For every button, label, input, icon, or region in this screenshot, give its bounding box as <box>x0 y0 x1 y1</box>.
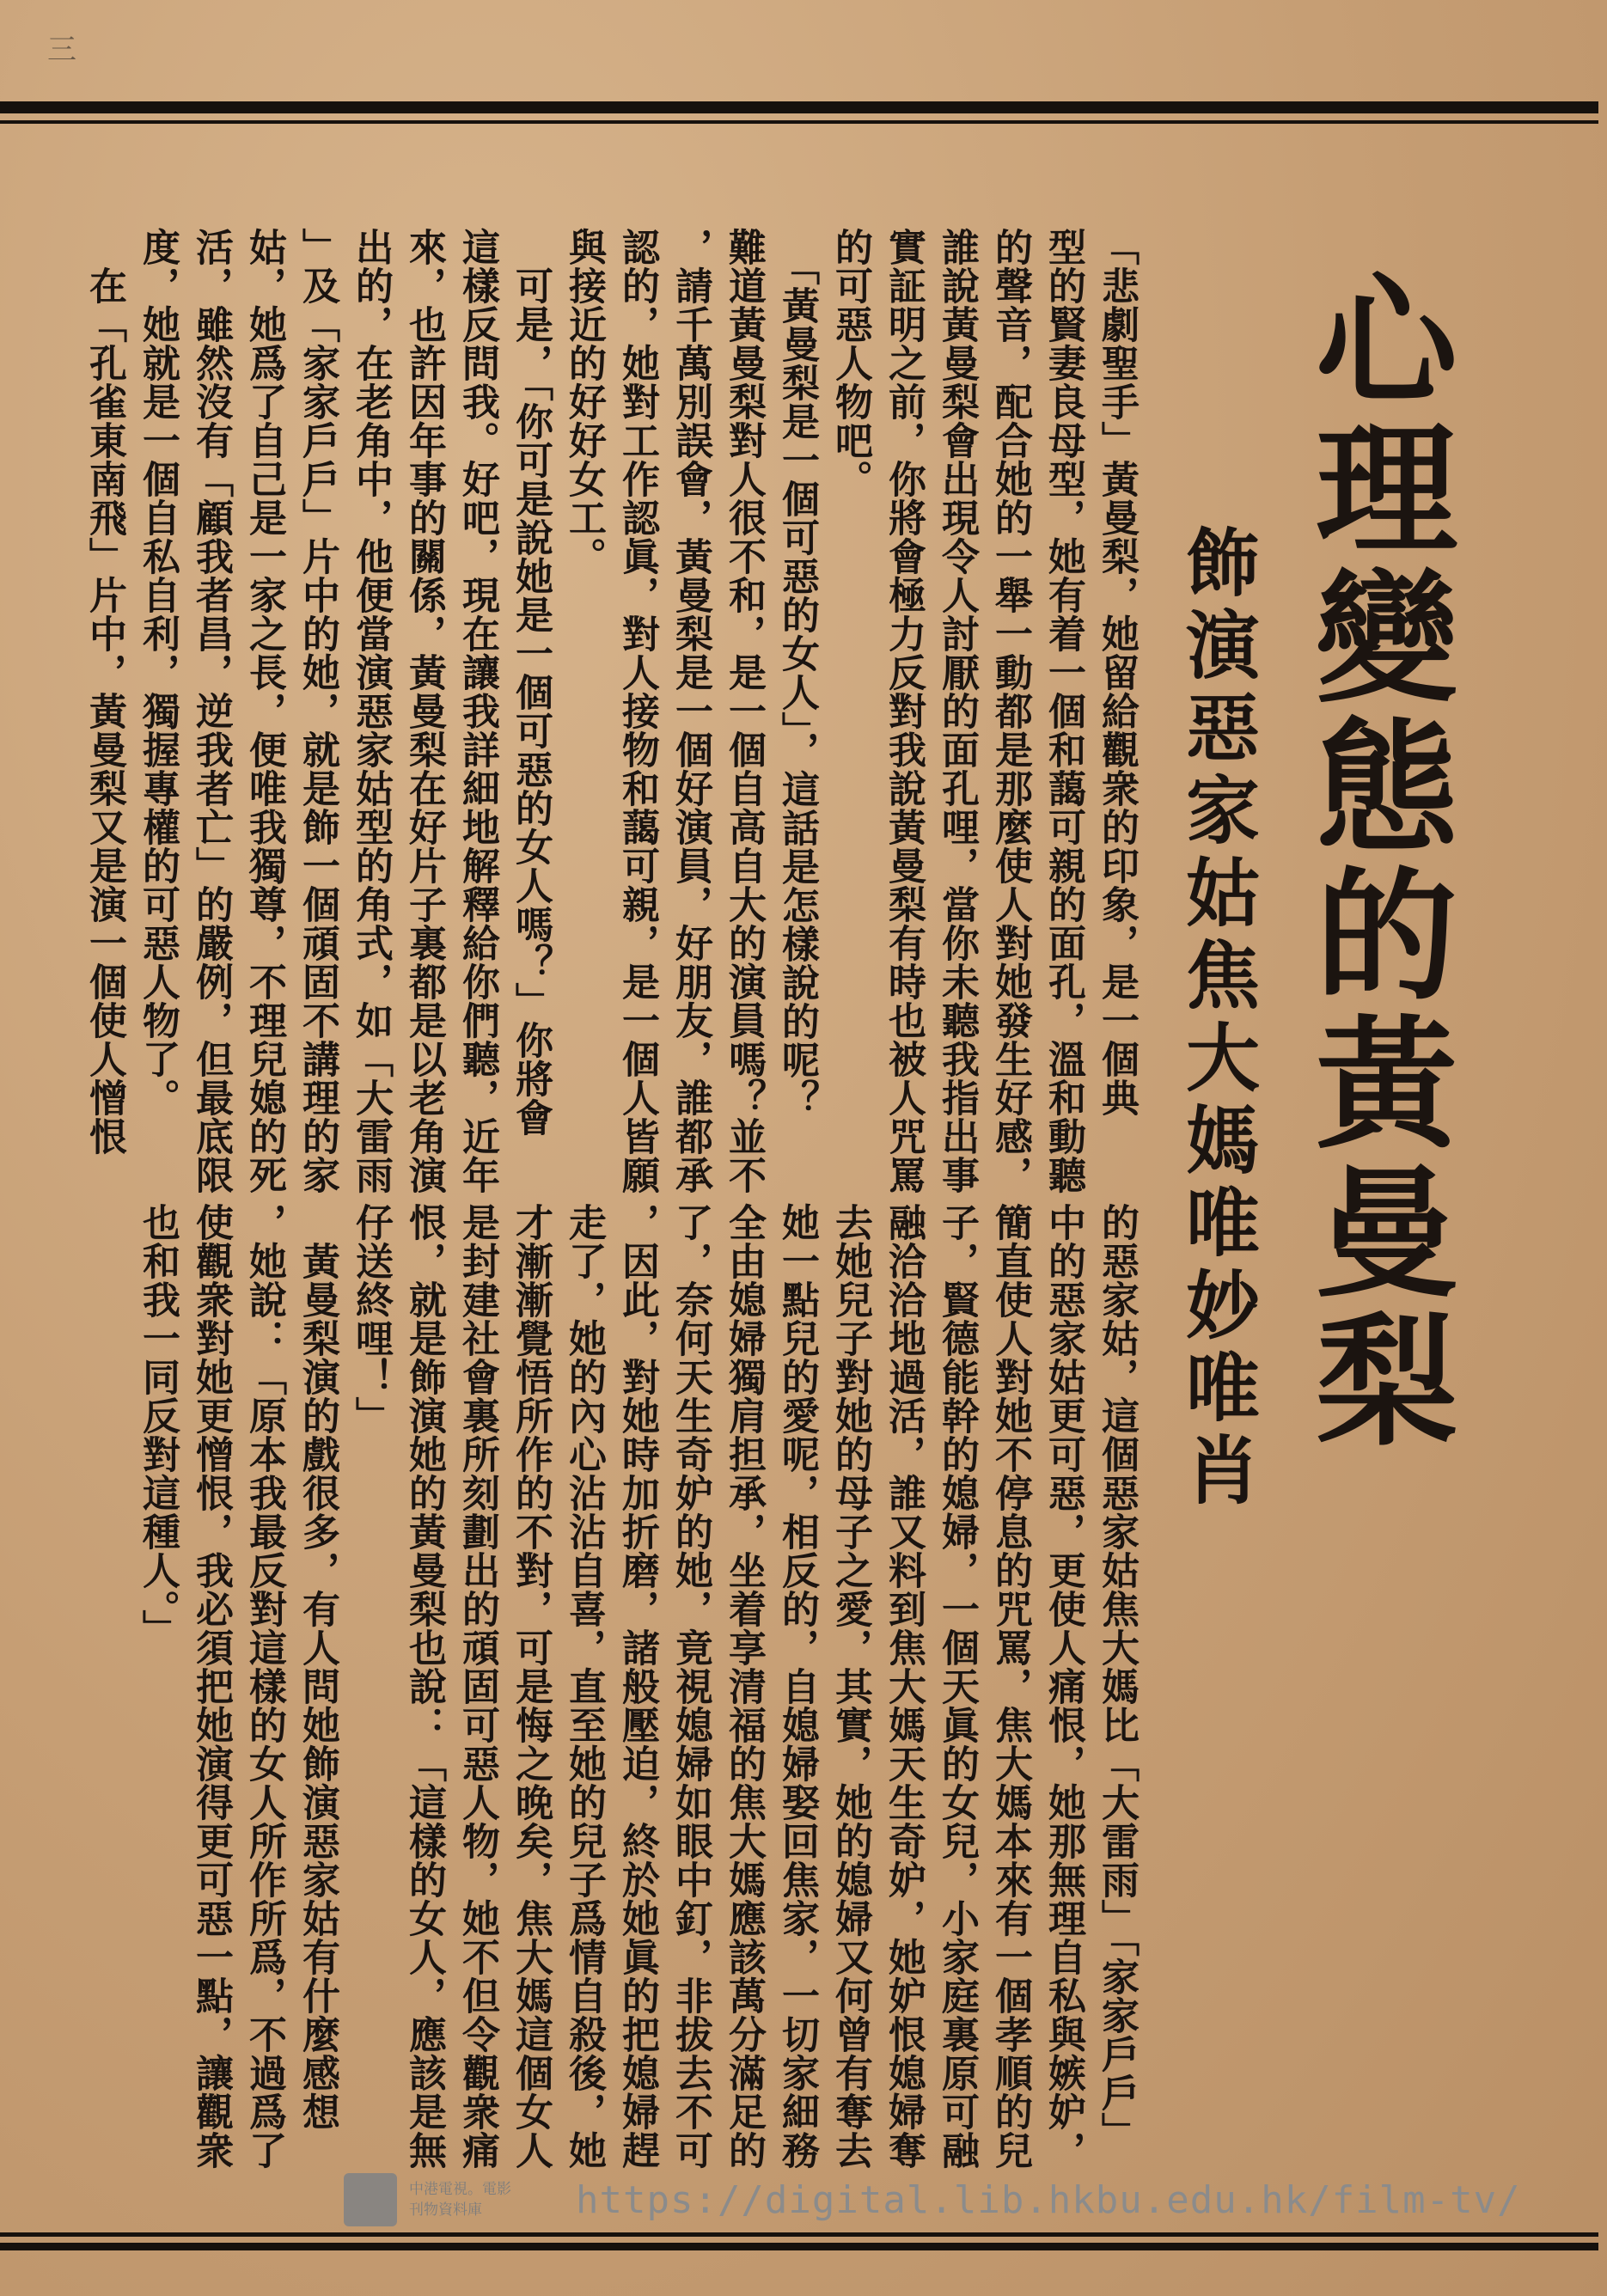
text-column: ，她說：「原本我最反對這樣的女人所作所爲，不過爲了 <box>242 1203 286 2170</box>
text-column: 來，也許因年事的關係，黃曼梨在好片子裏都是以老角演 <box>402 228 446 1194</box>
text-column: 也和我一同反對這種人。」 <box>136 1203 180 1648</box>
watermark-url[interactable]: https://digital.lib.hkbu.edu.hk/film-tv/ <box>576 2177 1521 2222</box>
text-column: 難道黃曼梨對人很不和，是一個自高自大的演員嗎？並不 <box>722 228 766 1194</box>
text-column: 」及「家家戶戶」片中的她，就是飾一個頑固不講理的家 <box>296 228 339 1194</box>
text-column: 出的，在老角中，他便當演惡家姑型的角式，如「大雷雨 <box>349 228 393 1194</box>
text-column: 這樣反問我。好吧，現在讓我詳細地解釋給你們聽，近年 <box>455 228 499 1194</box>
text-column: ，因此，對她時加折磨，諸般壓迫，終於她眞的把媳婦趕 <box>615 1203 659 2170</box>
text-column: 子，賢德能幹的媳婦，一個天眞的女兒，小家庭裏原可融 <box>935 1203 979 2170</box>
text-column: 才漸漸覺悟所作的不對，可是悔之晚矣，焦大媽這個女人 <box>509 1203 553 2170</box>
text-column: ，請千萬別誤會，黃曼梨是一個好演員，好朋友，誰都承 <box>669 228 712 1194</box>
watermark-org: 中港電視。電影 刊物資料庫 <box>409 2181 511 2219</box>
text-column: 她一點兒的愛呢，相反的，自媳婦娶回焦家，一切家細務 <box>775 1203 819 2170</box>
text-column: 在「孔雀東南飛」片中，黃曼梨又是演一個使人憎恨 <box>82 228 126 1156</box>
text-column: 可是，「你可是說她是一個可惡的女人嗎？」你將會 <box>509 228 553 1137</box>
text-column: 認的，她對工作認眞，對人接物和藹可親，是一個人皆願 <box>615 228 659 1194</box>
page-number-mark: 三 <box>47 33 76 67</box>
text-column: 去她兒子對她的母子之愛，其實，她的媳婦又何曾有奪去 <box>828 1203 872 2170</box>
text-column: 實証明之前，你將會極力反對我說黃曼梨有時也被人咒罵 <box>882 228 926 1194</box>
text-column: 黃曼梨演的戲很多，有人問她飾演惡家姑有什麼感想 <box>296 1203 339 2131</box>
text-column: 誰說黃曼梨會出現令人討厭的面孔哩，當你未聽我指出事 <box>935 228 979 1194</box>
article-subtitle: 飾演惡家姑焦大媽唯妙唯肖 <box>1173 524 1259 1514</box>
top-rule-thick <box>0 101 1598 113</box>
text-column: 全由媳婦獨肩担承，坐着享清福的焦大媽應該萬分滿足的 <box>722 1203 766 2170</box>
text-column: 的惡家姑，這個惡家姑焦大媽比「大雷雨」「家家戶戶」 <box>1095 1203 1139 2151</box>
top-rule-thin <box>0 120 1598 124</box>
text-column: 的可惡人物吧。 <box>828 228 872 498</box>
text-column: 的聲音，配合她的一舉一動都是那麼使人對她發生好感， <box>988 228 1032 1194</box>
text-column: 融洽洽地過活，誰又料到焦大媽天生奇妒，她妒恨媳婦奪 <box>882 1203 926 2170</box>
text-column: 恨，就是飾演她的黃曼梨也說：「這樣的女人，應該是無 <box>402 1203 446 2170</box>
text-column: 仔送終哩！」 <box>349 1203 393 1435</box>
text-column: 使觀衆對她更憎恨，我必須把她演得更可惡一點，讓觀衆 <box>189 1203 233 2170</box>
library-watermark <box>344 2170 1521 2230</box>
text-column: 「悲劇聖手」黃曼梨，她留給觀衆的印象，是一個典 <box>1095 228 1139 1117</box>
text-column: 與接近的好好女工。 <box>562 228 606 576</box>
text-column: 「黃曼梨是一個可惡的女人」，這話是怎樣說的呢？ <box>775 228 819 1118</box>
text-column: 活，雖然沒有「顧我者昌，逆我者亡」的嚴例，但最底限 <box>189 228 233 1194</box>
text-column: 是封建社會裏所刻劃出的頑固可惡人物，她不但令觀衆痛 <box>455 1203 499 2170</box>
text-column: 走了，她的內心沾沾自喜，直至她的兒子爲情自殺後，她 <box>562 1203 606 2170</box>
article-body-upper <box>77 228 1143 1194</box>
text-column: 型的賢妻良母型，她有着一個和藹可親的面孔，溫和動聽 <box>1042 228 1085 1194</box>
text-column: 姑，她爲了自己是一家之長，便唯我獨尊，不理兒媳的死 <box>242 228 286 1194</box>
article-title: 心理變態的黃曼梨 <box>1292 266 1457 1456</box>
article-body-lower <box>131 1203 1143 2170</box>
bottom-rule-thin <box>0 2232 1598 2237</box>
text-column: 中的惡家姑更可惡，更使人痛恨，她那無理自私與嫉妒， <box>1042 1203 1085 2170</box>
library-logo-icon <box>344 2173 397 2226</box>
text-column: 了，奈何天生奇妒的她，竟視媳婦如眼中釘，非拔去不可 <box>669 1203 712 2170</box>
text-column: 簡直使人對她不停息的咒罵，焦大媽本來有一個孝順的兒 <box>988 1203 1032 2170</box>
text-column: 度，她就是一個自私自利，獨握專權的可惡人物了。 <box>136 228 180 1117</box>
bottom-rule-thick <box>0 2243 1598 2250</box>
